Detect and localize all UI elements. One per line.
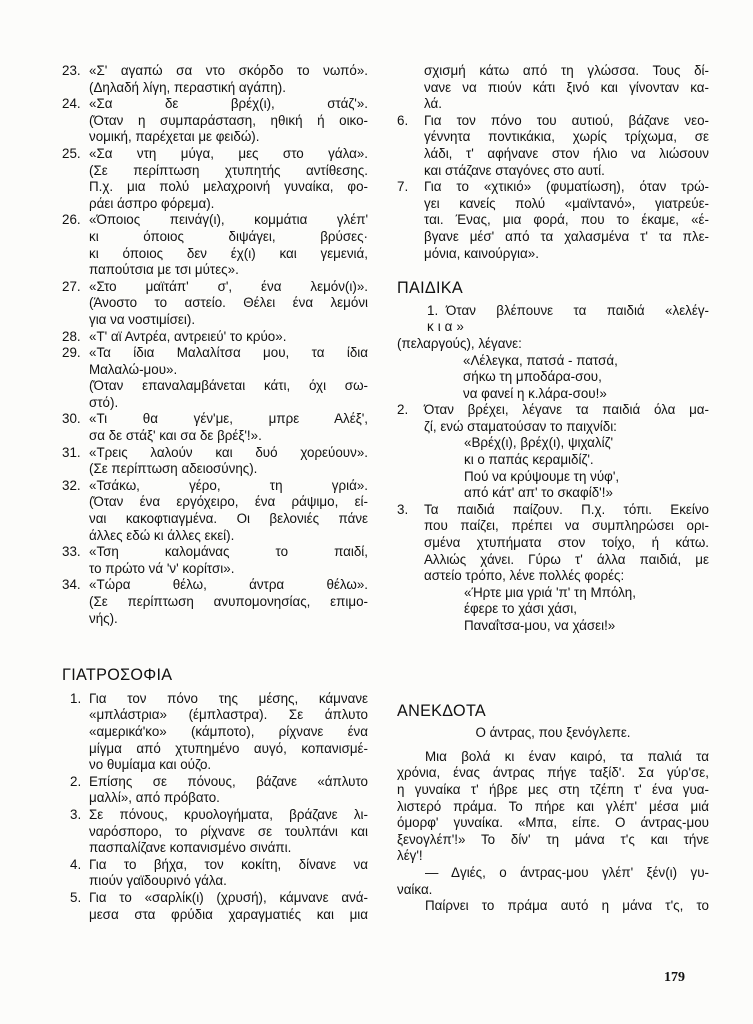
proverb-item	[62, 96, 368, 146]
game-line: Όταν βλέπουνε τα παιδιά «λελέγ-	[446, 302, 709, 318]
remedy-line: πασπαλίζανε κοπανισμένο σινάπι.	[89, 840, 292, 856]
proverb-line: (Σε περίπτωση ανυπομονησίας, επιμο-	[89, 594, 368, 609]
anecdote-line: λέγ'!	[397, 848, 423, 864]
proverb-text	[89, 445, 368, 478]
anecdote-paragraph	[397, 865, 709, 898]
proverb-line: κι όποιος δεν έχ(ι) και γεμενιά,	[89, 245, 368, 261]
remedy-line: γει κανείς πολύ «μαϊντανό», γιατρεύε-	[424, 195, 709, 211]
proverb-number: 30.	[62, 411, 81, 427]
remedy-line: ται. Ένας, μια φορά, που το έκαμε, «έ-	[424, 212, 709, 228]
proverb-item	[62, 63, 368, 96]
proverb-text	[89, 345, 368, 411]
remedy-line: «μπλάστρια» (έμπλαστρα). Σε άπλυτο	[89, 707, 368, 723]
proverb-text	[89, 212, 368, 278]
remedy-item	[397, 113, 709, 179]
remedy-text	[89, 890, 368, 923]
remedy-line: μίγμα από χτυπημένο αυγό, κοπανισμέ-	[89, 740, 368, 756]
proverb-line: «Τσάκω, γέρο, τη γριά».	[89, 477, 368, 493]
game-number: 3.	[397, 501, 409, 517]
anecdote-subtitle: Ο άντρας, που ξενόγλεπε.	[475, 725, 631, 741]
proverb-list	[62, 63, 368, 627]
game-line: ζί, ενώ σταματούσαν το παιχνίδι:	[424, 418, 617, 434]
remedy-line: Για τον πόνο του αυτιού, βάζανε νεο-	[424, 112, 709, 128]
proverb-line: άλλες εδώ κι άλλες εκεί).	[89, 527, 235, 543]
remedy-line: Για το «χτικιό» (φυματίωση), όταν τρώ-	[424, 179, 709, 195]
proverb-item	[62, 279, 368, 329]
proverb-number: 27.	[62, 278, 81, 294]
proverb-line: «Σα δε βρέχ(ι), στάζ'».	[89, 96, 368, 112]
anecdote-line: Μια βολά κι έναν καιρό, τα παλιά τα	[425, 748, 709, 764]
remedy-number: 6.	[397, 112, 409, 128]
remedy-line: γέννητα ποντικάκια, χωρίς τρίχωμα, σε	[424, 129, 709, 145]
games-section	[397, 303, 709, 635]
remedy-item	[62, 691, 368, 774]
proverb-line: «Τα ίδια Μαλαλίτσα μου, τα ίδια	[89, 345, 368, 361]
remedy-item	[397, 179, 709, 262]
proverb-line: νομική, παρέχεται με φειδώ).	[89, 129, 260, 145]
right-column	[397, 63, 709, 915]
anecdote-line: Παίρνει το πράμα αυτό η μάνα τ'ς, το	[425, 898, 709, 914]
game-line: Αλλιώς χάνει. Γύρω τ' άλλα παιδιά, με	[424, 551, 709, 567]
proverb-text	[89, 329, 368, 346]
proverb-line: «Σα ντη μύγα, μες στο γάλα».	[89, 145, 368, 161]
proverb-line: στό).	[89, 394, 119, 410]
proverb-line: για να νοστιμίσει).	[89, 311, 196, 327]
remedy-line: ναρόσπορο, το ρίχνανε σε τουλπάνι και	[89, 823, 368, 839]
remedy-line: λάδι, τ' αφήνανε στον ήλιο να λιώσουν	[424, 145, 709, 161]
proverb-number: 28.	[62, 328, 81, 344]
game-text	[424, 402, 709, 502]
proverb-line: «Τ' αϊ Αντρέα, αντρειεύ' το κρύο».	[89, 328, 287, 344]
game-line: Όταν βρέχει, λέγανε τα παιδιά όλα μα-	[424, 402, 709, 418]
game-line: Τα παιδιά παίζουν. Π.χ. τόπι. Εκείνο	[424, 501, 709, 517]
remedy-line: μόνια, καινούργια».	[424, 245, 539, 261]
game-item	[397, 303, 709, 403]
proverb-item	[62, 146, 368, 212]
game-line: σμένα χτυπήματα στον τοίχο, ή κάτω.	[424, 535, 709, 551]
proverb-line: νής).	[89, 610, 118, 626]
verse-block	[424, 435, 709, 501]
remedy-number: 7.	[397, 179, 409, 195]
left-column	[62, 63, 368, 923]
remedy-list	[62, 691, 368, 923]
remedy-line: πιούν γαϊδουρινό γάλα.	[89, 873, 227, 889]
verse-line: να φανεί η κ.λάρα-σου!»	[463, 385, 607, 401]
section-title-anekdota: ΑΝΕΚΔΟΤΑ	[397, 701, 487, 720]
proverb-number: 26.	[62, 212, 81, 228]
page-number: 179	[664, 970, 685, 985]
anecdote-line: η γυναίκα τ' ήβρε μες στη τζέπη τ' ένα γυα-	[397, 781, 709, 797]
remedy-item	[62, 890, 368, 923]
remedy-text	[89, 774, 368, 807]
proverb-line: παπούτσια με τσι μύτες».	[89, 262, 239, 278]
remedy-line: Για τον πόνο της μέσης, κάμνανε	[89, 690, 368, 706]
proverb-line: ναι κακοφτιαγμένα. Οι βελονιές πάνε	[89, 511, 368, 527]
verse-line: «Λέλεγκα, πατσά - πατσά,	[463, 352, 618, 368]
proverb-line: «Τση καλομάνας το παιδί,	[89, 544, 368, 560]
proverb-text	[89, 279, 368, 329]
proverb-item	[62, 544, 368, 577]
anecdote-line: όμορφ' γυναίκα. «Μπα, είπε. Ο άντρας-μου	[397, 815, 709, 831]
proverb-line: (Όταν ένα εργόχειρο, ένα ράψιμο, εί-	[89, 494, 368, 510]
game-line: κια»	[427, 319, 468, 335]
proverb-item	[62, 329, 368, 346]
proverb-text	[89, 411, 368, 444]
game-item	[397, 402, 709, 502]
remedy-number: 4.	[70, 856, 82, 872]
verse-line: από κάτ' απ' το σκαφίδ'!»	[464, 485, 613, 501]
proverb-item	[62, 445, 368, 478]
game-line: αστείο τρόπο, λένε πολλές φορές:	[424, 568, 625, 584]
proverb-number: 25.	[62, 145, 81, 161]
proverb-text	[89, 577, 368, 627]
remedy-line: νανε να πιούν κάτι ξινό και γίνονταν κα-	[424, 79, 709, 95]
anecdote-line: χρόνια, ένας άντρας πήγε ταξίδ'. Σα γύρ'σε,	[397, 765, 709, 781]
game-number: 1.	[427, 302, 439, 318]
proverb-line: Π.χ. μια πολύ μελαχροινή γυναίκα, φο-	[89, 179, 368, 195]
proverb-line: το πρώτο νά 'ν' κορίτσι».	[89, 560, 235, 576]
section-title-paidika: ΠΑΙΔΙΚΑ	[397, 279, 463, 298]
remedy-number: 2.	[70, 773, 82, 789]
remedy-line: νο θυμίαμα και ούζο.	[89, 757, 212, 773]
game-text	[424, 502, 709, 635]
proverb-item	[62, 411, 368, 444]
proverb-line: «Σ' αγαπώ σα ντο σκόρδο το νωπό».	[89, 63, 368, 78]
proverb-number: 31.	[62, 444, 81, 460]
anecdote-line: λιστερό πράμα. Το πήρε και γλέπ' μέσα μιά	[397, 798, 709, 814]
proverb-line: (Σε περίπτωση χτυπητής αντίθεσης.	[89, 162, 368, 178]
remedy-line: Για το «σαρλίκ(ι) (χρυσή), κάμνανε ανά-	[89, 889, 368, 905]
verse-line: έφερε το χάσι χάσι,	[464, 601, 577, 617]
game-item	[397, 502, 709, 635]
proverb-item	[62, 478, 368, 544]
proverb-line: Μαλαλώ-μου».	[89, 361, 178, 377]
remedy-line: Για το βήχα, τον κοκίτη, δίνανε να	[89, 856, 368, 872]
proverb-line: (Σε περίπτωση αδειοσύνης).	[89, 461, 258, 477]
anecdote-line: ξενογλέπ'!» Το δίν' τη μάνα τ'ς και τήνε	[397, 831, 709, 847]
game-line: που παίζει, πρέπει να συμπληρώσει ορι-	[424, 518, 709, 534]
remedy-line: σχισμή κάτω από τη γλώσσα. Τους δί-	[424, 63, 709, 78]
remedy-item	[62, 774, 368, 807]
anecdote-paragraph	[397, 898, 709, 915]
proverb-number: 29.	[62, 345, 81, 361]
remedy-number: 1.	[70, 690, 82, 706]
remedy-line: «αμερικά'κο» (κάμποτο), ρίχνανε ένα	[89, 723, 368, 739]
anecdote-paragraph	[397, 749, 709, 865]
game-number: 2.	[397, 402, 409, 418]
proverb-item	[62, 577, 368, 627]
verse-line: Πού να κρύψουμε τη νύφ',	[464, 468, 620, 484]
proverb-line: σα δε στάξ' και σα δε βρέξ'!».	[89, 428, 262, 444]
verse-line: Παναΐτσα-μου, να χάσει!»	[464, 618, 616, 633]
proverb-line: (Άνοστο το αστείο. Θέλει ένα λεμόνι	[89, 295, 368, 311]
remedy-line: και στάζανε σταγόνες στο αυτί.	[424, 162, 605, 178]
proverb-number: 23.	[62, 63, 81, 78]
proverb-text	[89, 478, 368, 544]
proverb-text	[89, 544, 368, 577]
proverb-text	[89, 146, 368, 212]
proverb-number: 33.	[62, 544, 81, 560]
remedy-line: Σε πόνους, κρυολογήματα, βράζανε λι-	[89, 806, 368, 822]
remedy-line: μεσα στα φρύδια χαραγματιές και μια	[89, 906, 368, 922]
remedy-item	[62, 857, 368, 890]
proverb-number: 32.	[62, 477, 81, 493]
remedy-number: 3.	[70, 806, 82, 822]
proverb-line: ράει άσπρο φόρεμα).	[89, 195, 215, 211]
remedy-5-continuation	[397, 63, 709, 113]
proverb-line: (Όταν επαναλαμβάνεται κάτι, όχι σω-	[89, 378, 368, 394]
remedy-line: βγανε μέσ' από τα χαλασμένα τ' τα πλε-	[424, 228, 709, 244]
verse-line: κι ο παπάς κεραμιδίζ'.	[464, 452, 594, 468]
remedy-item	[62, 807, 368, 857]
proverb-item	[62, 345, 368, 411]
verse-line: «Βρέχ(ι), βρέχ(ι), ψιχαλίζ'	[464, 435, 614, 451]
proverb-line: «Στο μαϊτάπ' σ', ένα λεμόν(ι)».	[89, 278, 368, 294]
remedy-text	[89, 857, 368, 890]
verse-line: «Ήρτε μια γριά 'π' τη Μπόλη,	[464, 584, 636, 600]
proverb-line: «Τι θα γέν'με, μπρε Αλέξ',	[89, 411, 368, 427]
proverb-line: «Τώρα θέλω, άντρα θέλω».	[89, 577, 368, 593]
remedy-line: Επίσης σε πόνους, βάζανε «άπλυτο	[89, 773, 368, 789]
proverb-line: (Δηλαδή λίγη, περαστική αγάπη).	[89, 79, 286, 95]
remedy-line: μαλλί», από πρόβατο.	[89, 790, 220, 806]
proverb-item	[62, 212, 368, 278]
verse-block	[424, 585, 709, 635]
remedy-text	[89, 807, 368, 857]
remedy-line: λά.	[424, 96, 442, 112]
section-title-iatrosofia: ΓΙΑΤΡΟΣΟΦΙΑ	[62, 666, 173, 685]
proverb-line: κι όποιος διψάγει, βρύσες·	[89, 228, 368, 244]
anecdote-text	[397, 749, 709, 915]
proverb-text	[89, 63, 368, 96]
proverb-line: «Όποιος πεινάγ(ι), κομμάτια γλέπ'	[89, 212, 368, 228]
remedy-text	[424, 179, 709, 262]
proverb-line: «Τρεις λαλούν και δυό χορεύουν».	[89, 444, 368, 460]
remedy-list-continued	[397, 113, 709, 262]
anecdote-line: — Δγιές, ο άντρας-μου γλέπ' ξέν(ι) γυ-	[425, 864, 709, 880]
game-line: (πελαργούς), λέγανε:	[397, 335, 522, 351]
proverb-line: (Όταν η συμπαράσταση, ηθική ή οικο-	[89, 112, 368, 128]
proverb-number: 34.	[62, 577, 81, 593]
proverb-number: 24.	[62, 96, 81, 112]
remedy-text	[424, 113, 709, 179]
remedy-text	[89, 691, 368, 774]
remedy-number: 5.	[70, 889, 82, 905]
proverb-text	[89, 96, 368, 146]
anecdote-line: ναίκα.	[397, 881, 433, 897]
verse-block	[397, 353, 709, 403]
verse-line: σήκω τη μποδάρα-σου,	[463, 369, 602, 385]
